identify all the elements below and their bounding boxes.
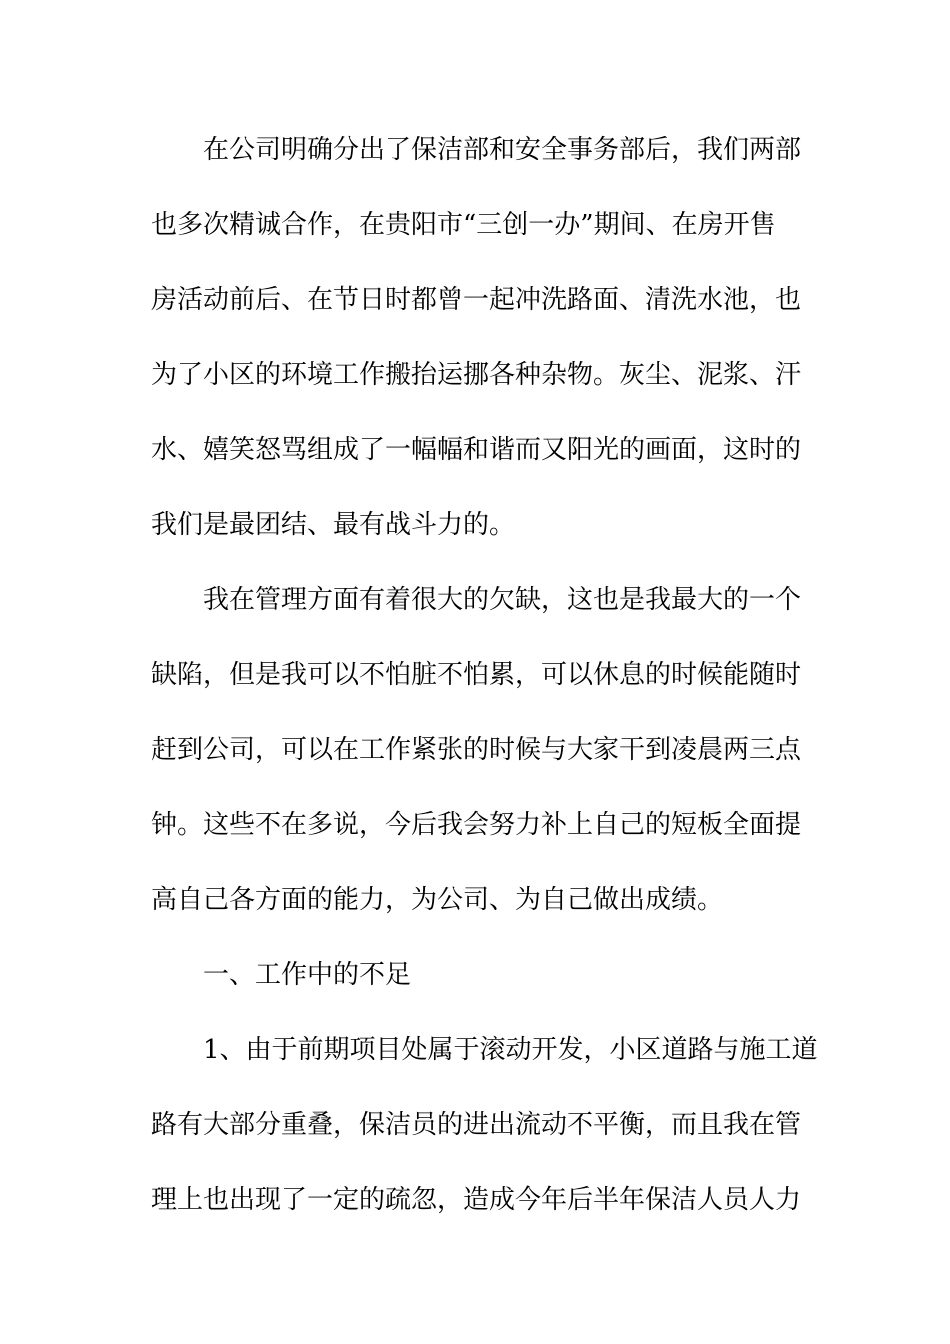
paragraph-line: 房活动前后、在节日时都曾一起冲洗路面、清洗水池，也 bbox=[151, 285, 802, 315]
paragraph-line: 理上也出现了一定的疏忽，造成今年后半年保洁人员人力 bbox=[151, 1185, 802, 1215]
paragraph-line: 我们是最团结、最有战斗力的。 bbox=[151, 510, 516, 540]
section-heading: 一、工作中的不足 bbox=[203, 960, 412, 990]
paragraph-line: 缺陷，但是我可以不怕脏不怕累，可以休息的时候能随时 bbox=[151, 660, 802, 690]
paragraph-line: 水、嬉笑怒骂组成了一幅幅和谐而又阳光的画面，这时的 bbox=[151, 435, 802, 465]
paragraph-line: 也多次精诚合作，在贵阳市“三创一办”期间、在房开售 bbox=[151, 210, 776, 240]
paragraph-line: 高自己各方面的能力，为公司、为自己做出成绩。 bbox=[151, 885, 724, 915]
paragraph-line: 钟。这些不在多说，今后我会努力补上自己的短板全面提 bbox=[151, 810, 802, 840]
paragraph-line: 在公司明确分出了保洁部和安全事务部后，我们两部 bbox=[203, 135, 802, 165]
paragraph-line: 为了小区的环境工作搬抬运挪各种杂物。灰尘、泥浆、汗 bbox=[151, 360, 802, 390]
paragraph-line: 1、由于前期项目处属于滚动开发，小区道路与施工道 bbox=[203, 1035, 818, 1065]
paragraph-line: 我在管理方面有着很大的欠缺，这也是我最大的一个 bbox=[203, 585, 802, 615]
paragraph-line: 路有大部分重叠，保洁员的进出流动不平衡，而且我在管 bbox=[151, 1110, 802, 1140]
paragraph-line: 赶到公司，可以在工作紧张的时候与大家干到凌晨两三点 bbox=[151, 735, 802, 765]
